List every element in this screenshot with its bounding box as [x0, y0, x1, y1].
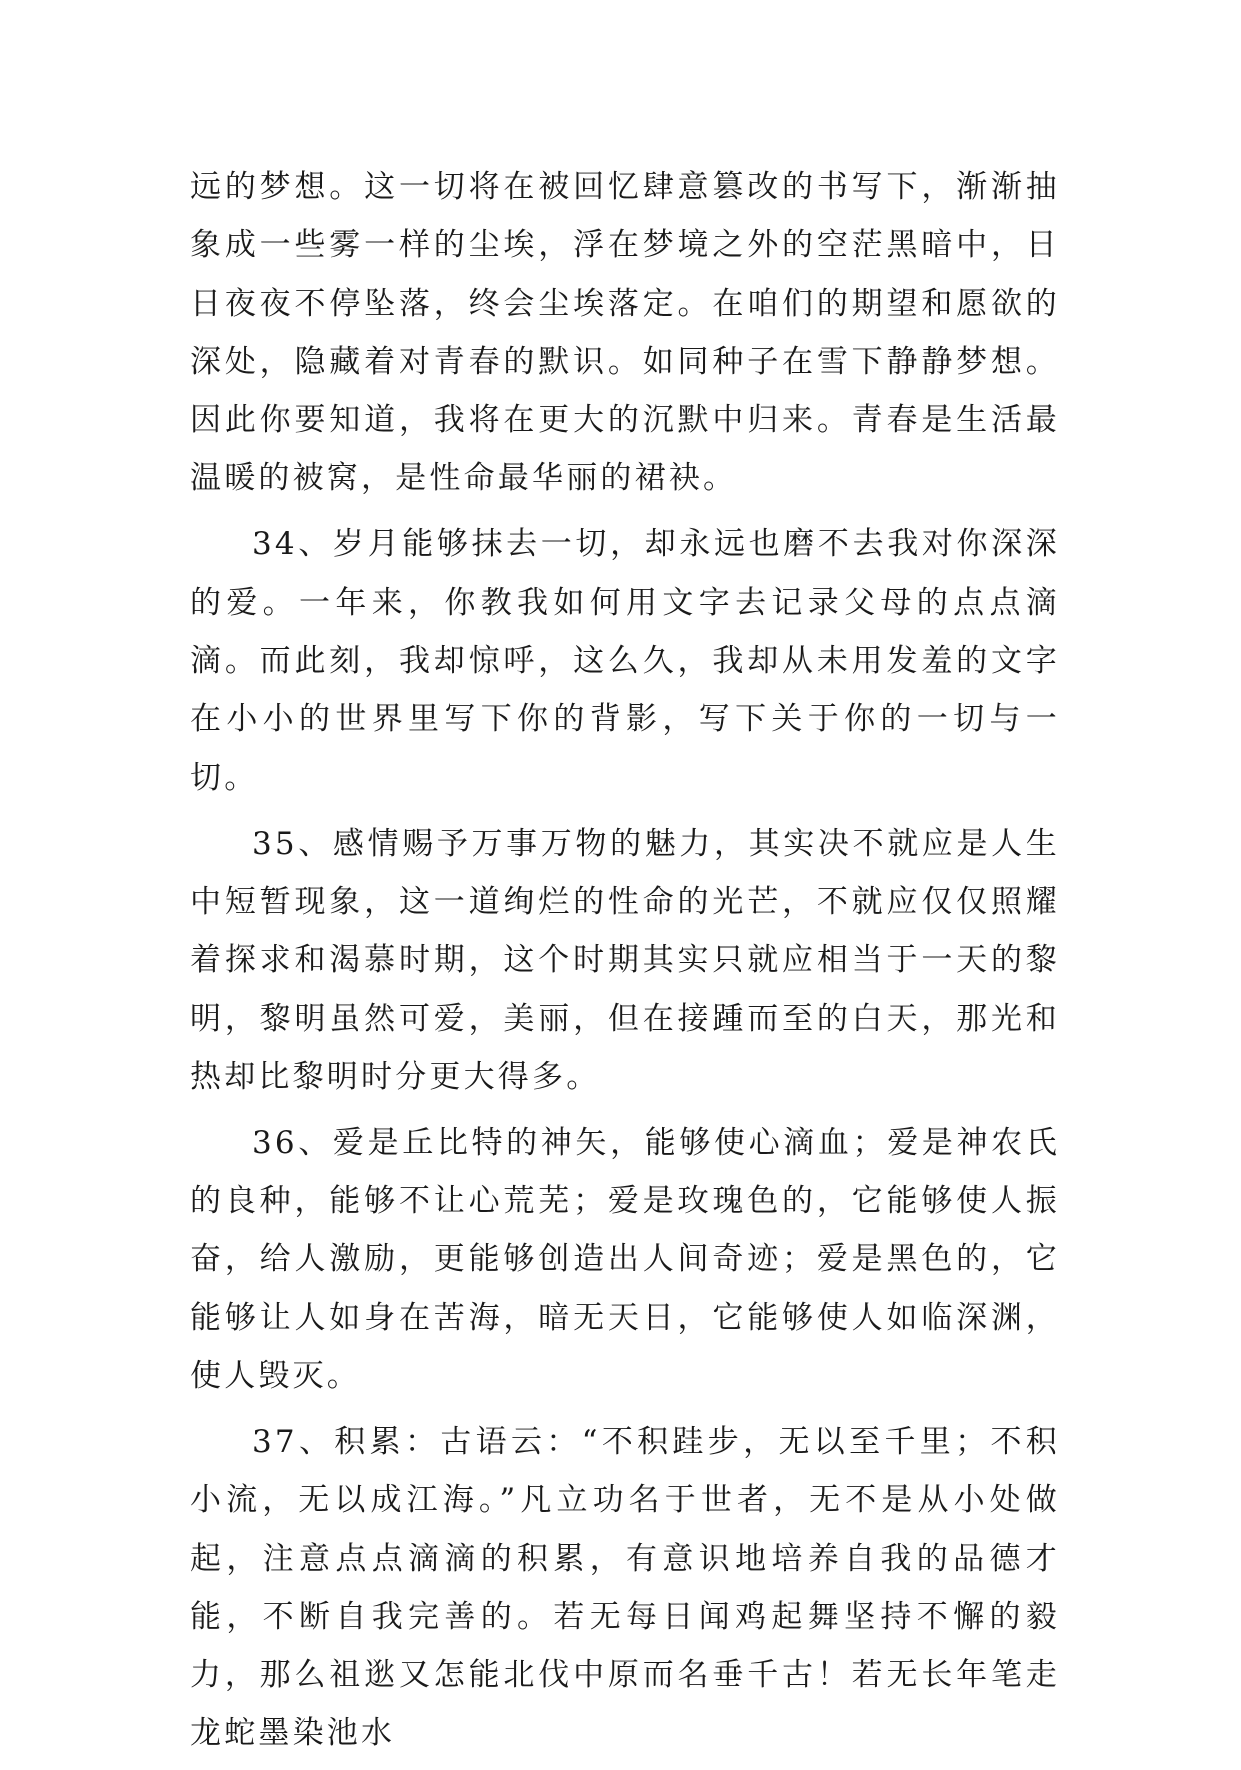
- paragraph-34: 34、岁月能够抹去一切，却永远也磨不去我对你深深的爱。一年来，你教我如何用文字去记录父母的点点滴滴。而此刻，我却惊呼，这么久，我却从未用发羞的文字在小小的世界里写下你的背影，写下关于你的一切与一切。: [190, 526, 1060, 796]
- paragraph-35: 35、感情赐予万事万物的魅力，其实决不就应是人生中短暂现象，这一道绚烂的性命的光芒，不就应仅仅照耀着探求和渴慕时期，这个时期其实只就应相当于一天的黎明，黎明虽然可爱，美丽，但在接踵而至的白天，那光和热却比黎明时分更大得多。: [190, 825, 1060, 1095]
- document-body: [190, 158, 1060, 1770]
- paragraph-continuation: 远的梦想。这一切将在被回忆肆意篡改的书写下，渐渐抽象成一些雾一样的尘埃，浮在梦境之外的空茫黑暗中，日日夜夜不停坠落，终会尘埃落定。在咱们的期望和愿欲的深处，隐藏着对青春的默识。如同种子在雪下静静梦想。因此你要知道，我将在更大的沉默中归来。青春是生活最温暖的被窝，是性命最华丽的裙袂。: [190, 169, 1060, 497]
- paragraph-36: 36、爱是丘比特的神矢，能够使心滴血；爱是神农氏的良种，能够不让心荒芜；爱是玫瑰色的，它能够使人振奋，给人激励，更能够创造出人间奇迹；爱是黑色的，它能够让人如身在苦海，暗无天日，它能够使人如临深渊，使人毁灭。: [190, 1124, 1060, 1394]
- paragraph-37: 37、积累：古语云：“不积跬步，无以至千里；不积小流，无以成江海。”凡立功名于世者，无不是从小处做起，注意点点滴滴的积累，有意识地培养自我的品德才能，不断自我完善的。若无每日闻鸡起舞坚持不懈的毅力，那么祖逖又怎能北伐中原而名垂千古！若无长年笔走龙蛇墨染池水: [190, 1423, 1060, 1752]
